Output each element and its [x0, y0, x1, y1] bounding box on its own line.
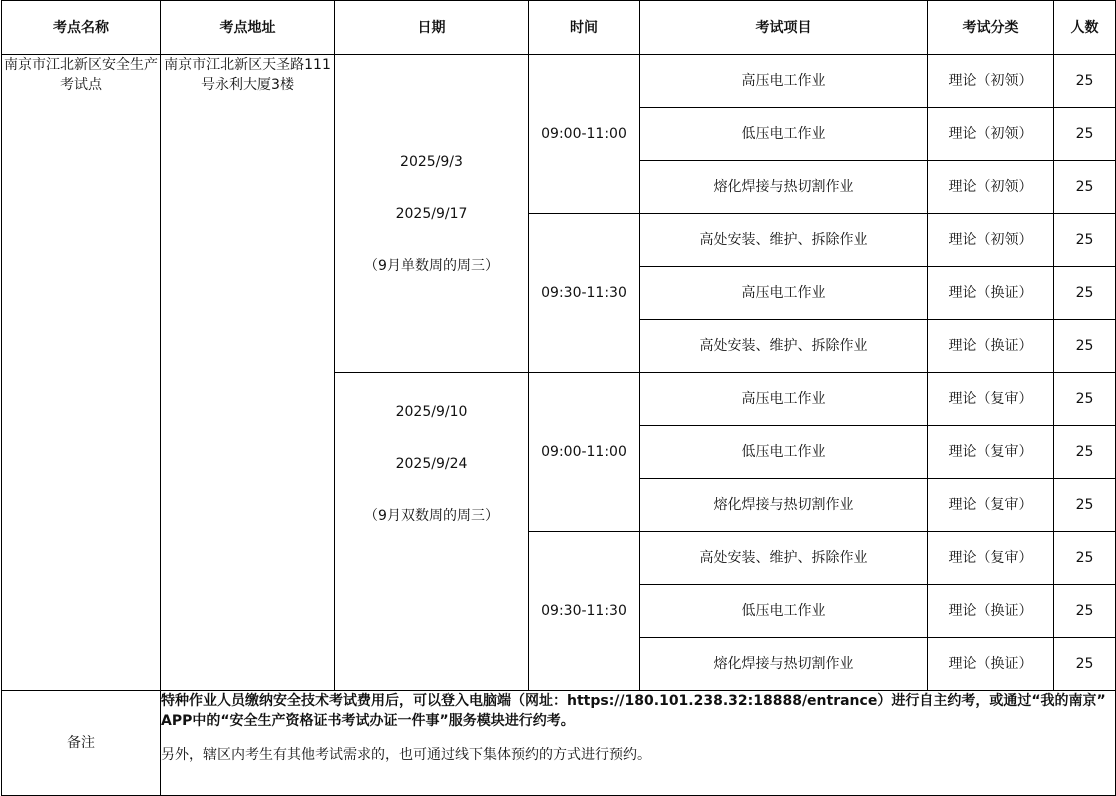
exam-category-cell: 理论（换证）: [928, 320, 1054, 373]
exam-project-cell: 高压电工作业: [640, 55, 928, 108]
exam-category-cell: 理论（复审）: [928, 373, 1054, 426]
exam-project-cell: 熔化焊接与热切割作业: [640, 161, 928, 214]
count-cell: 25: [1054, 320, 1116, 373]
date-line: 2025/9/17: [395, 205, 468, 222]
date-line: 2025/9/24: [395, 455, 468, 472]
remarks-text: [161, 691, 1116, 796]
header-time: 时间: [529, 1, 640, 55]
count-cell: 25: [1054, 267, 1116, 320]
remarks-paragraph-2: 另外，辖区内考生有其他考试需求的，也可通过线下集体预约的方式进行预约。: [161, 747, 651, 763]
count-cell: 25: [1054, 532, 1116, 585]
exam-project-cell: 高压电工作业: [640, 267, 928, 320]
exam-project-cell: 高压电工作业: [640, 373, 928, 426]
exam-category-cell: 理论（换证）: [928, 267, 1054, 320]
header-row: [2, 1, 1116, 55]
exam-category-cell: 理论（复审）: [928, 479, 1054, 532]
exam-category-cell: 理论（复审）: [928, 426, 1054, 479]
count-cell: 25: [1054, 479, 1116, 532]
time-slot-cell: 09:30-11:30: [529, 532, 640, 691]
exam-project-cell: 熔化焊接与热切割作业: [640, 479, 928, 532]
date-group-1: [335, 55, 529, 373]
count-cell: 25: [1054, 638, 1116, 691]
remarks-label: 备注: [2, 691, 161, 796]
exam-category-cell: 理论（初领）: [928, 108, 1054, 161]
header-site-name: 考点名称: [2, 1, 161, 55]
exam-project-cell: 高处安装、维护、拆除作业: [640, 214, 928, 267]
count-cell: 25: [1054, 373, 1116, 426]
count-cell: 25: [1054, 108, 1116, 161]
exam-project-cell: 高处安装、维护、拆除作业: [640, 532, 928, 585]
exam-schedule-table: [1, 0, 1116, 796]
date-group-2: [335, 373, 529, 691]
header-exam-project: 考试项目: [640, 1, 928, 55]
date-line: 2025/9/10: [395, 403, 468, 420]
count-cell: 25: [1054, 426, 1116, 479]
exam-category-cell: 理论（换证）: [928, 638, 1054, 691]
time-slot-cell: 09:00-11:00: [529, 373, 640, 532]
remarks-row: [2, 691, 1116, 796]
site-name-cell: 南京市江北新区安全生产考试点: [2, 55, 161, 691]
count-cell: 25: [1054, 214, 1116, 267]
exam-category-cell: 理论（初领）: [928, 214, 1054, 267]
time-slot-cell: 09:30-11:30: [529, 214, 640, 373]
time-slot-cell: 09:00-11:00: [529, 55, 640, 214]
site-address-cell: 南京市江北新区天圣路111号永利大厦3楼: [161, 55, 335, 691]
exam-project-cell: 低压电工作业: [640, 585, 928, 638]
header-count: 人数: [1054, 1, 1116, 55]
remarks-paragraph-1: 特种作业人员缴纳安全技术考试费用后，可以登入电脑端（网址：https://180.101.238.32:18888/entrance）进行自主约考，或通过“我的南京” APP中的“安全生产资格证书考试办证一件事”服务模块进行约考。: [161, 693, 1106, 729]
exam-category-cell: 理论（初领）: [928, 161, 1054, 214]
exam-project-cell: 熔化焊接与热切割作业: [640, 638, 928, 691]
exam-project-cell: 低压电工作业: [640, 108, 928, 161]
header-site-address: 考点地址: [161, 1, 335, 55]
date-line: 2025/9/3: [400, 153, 463, 170]
table-row: [2, 55, 1116, 108]
exam-category-cell: 理论（换证）: [928, 585, 1054, 638]
header-date: 日期: [335, 1, 529, 55]
count-cell: 25: [1054, 161, 1116, 214]
count-cell: 25: [1054, 55, 1116, 108]
exam-category-cell: 理论（复审）: [928, 532, 1054, 585]
header-exam-category: 考试分类: [928, 1, 1054, 55]
count-cell: 25: [1054, 585, 1116, 638]
exam-project-cell: 低压电工作业: [640, 426, 928, 479]
exam-category-cell: 理论（初领）: [928, 55, 1054, 108]
date-note: （9月单数周的周三）: [364, 257, 499, 274]
date-note: （9月双数周的周三）: [364, 507, 499, 524]
exam-project-cell: 高处安装、维护、拆除作业: [640, 320, 928, 373]
